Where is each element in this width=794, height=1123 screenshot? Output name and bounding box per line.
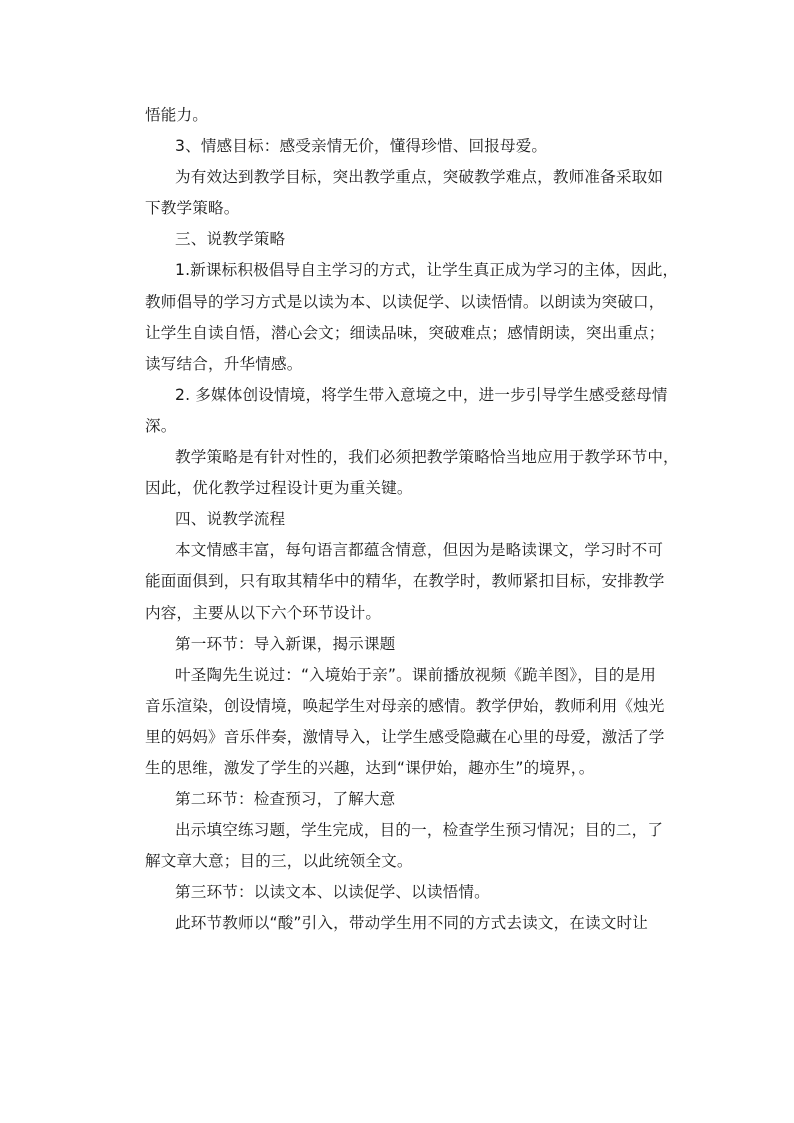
text-line: 2. 多媒体创设情境，将学生带入意境之中，进一步引导学生感受慈母情 bbox=[175, 385, 668, 404]
text-line: 深。 bbox=[145, 416, 177, 435]
text-line: 能面面俱到，只有取其精华中的精华，在教学时，教师紧扣目标，安排教学 bbox=[145, 572, 665, 591]
document-body bbox=[145, 100, 679, 940]
text-line: 四、说教学流程 bbox=[175, 510, 286, 529]
text-line: 本文情感丰富，每句语言都蕴含情意，但因为是略读课文，学习时不可 bbox=[175, 541, 664, 560]
text-line: 三、说教学策略 bbox=[175, 230, 286, 249]
text-line: 出示填空练习题，学生完成，目的一，检查学生预习情况；目的二，了 bbox=[175, 821, 664, 840]
text-line: 3、情感目标：感受亲情无价，懂得珍惜、回报母爱。 bbox=[175, 137, 548, 156]
text-line: 音乐渲染，创设情境，唤起学生对母亲的感情。教学伊始，教师利用《烛光 bbox=[145, 696, 665, 715]
text-line: 读写结合，升华情感。 bbox=[145, 354, 303, 373]
text-line: 教师倡导的学习方式是以读为本、以读促学、以读悟情。以朗读为突破口， bbox=[145, 292, 665, 311]
text-line: 教学策略是有针对性的，我们必须把教学策略恰当地应用于教学环节中， bbox=[175, 448, 679, 467]
text-line: 内容，主要从以下六个环节设计。 bbox=[145, 603, 382, 622]
text-line: 解文章大意；目的三，以此统领全文。 bbox=[145, 852, 413, 871]
text-line: 第三环节：以读文本、以读促学、以读悟情。 bbox=[175, 883, 490, 902]
text-line: 第二环节：检查预习，了解大意 bbox=[175, 790, 396, 809]
text-line: 叶圣陶先生说过：“入境始于亲”。课前播放视频《跪羊图》，目的是用 bbox=[175, 665, 656, 684]
text-line: 悟能力。 bbox=[145, 106, 208, 124]
text-line: 1.新课标积极倡导自主学习的方式，让学生真正成为学习的主体，因此， bbox=[175, 261, 679, 280]
text-line: 为有效达到教学目标，突出教学重点，突破教学难点，教师准备采取如 bbox=[175, 168, 664, 187]
text-line: 里的妈妈》音乐伴奏，激情导入，让学生感受隐藏在心里的母爱，激活了学 bbox=[145, 727, 665, 746]
text-line: 此环节教师以“酸”引入，带动学生用不同的方式去读文，在读文时让 bbox=[175, 914, 649, 933]
text-line: 让学生自读自悟，潜心会文；细读品味，突破难点；感情朗读，突出重点； bbox=[145, 323, 665, 342]
text-line: 生的思维，激发了学生的兴趣，达到“课伊始，趣亦生”的境界，。 bbox=[145, 758, 595, 777]
text-line: 因此，优化教学过程设计更为重关键。 bbox=[145, 479, 413, 498]
text-line: 下教学策略。 bbox=[145, 199, 240, 218]
text-line: 第一环节：导入新课，揭示课题 bbox=[175, 634, 396, 653]
